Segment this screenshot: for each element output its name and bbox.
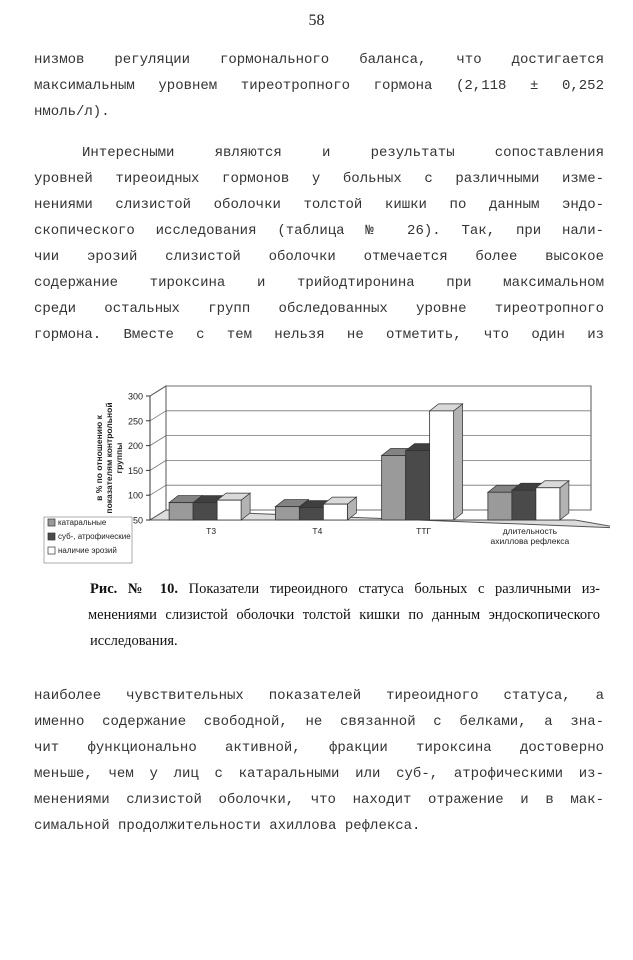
bar — [536, 488, 560, 520]
bar — [512, 490, 536, 520]
y-axis-label: группы — [114, 442, 124, 474]
legend-label: наличие эрозий — [58, 546, 117, 555]
text-line: нениями слизистой оболочки толстой кишки по данным эндо- — [34, 197, 604, 213]
caption-line-1 — [90, 576, 600, 602]
y-tick-label: 50 — [132, 515, 143, 526]
legend-swatch — [48, 547, 55, 554]
x-tick-label: длительность — [502, 526, 558, 536]
gridline-side — [150, 485, 166, 495]
figure-caption — [90, 576, 600, 654]
text-line: среди остальных групп обследованных уровне тиреотропного — [34, 301, 604, 317]
caption-label: Рис. № 10. — [90, 581, 179, 597]
caption-text: Показатели тиреоидного статуса больных с различными из- — [188, 581, 601, 597]
text-line: максимальным уровнем тиреотропного гормона (2,118 ± 0,252 — [34, 78, 604, 94]
bottom-paragraph — [34, 683, 604, 839]
bar — [299, 508, 323, 520]
chart-svg — [40, 382, 610, 572]
bar-side — [454, 404, 463, 520]
bar — [275, 507, 299, 520]
y-tick-label: 250 — [127, 416, 143, 427]
text-line: уровней тиреоидных гормонов у больных с различными изме- — [34, 171, 604, 187]
legend-label: катаральные — [58, 518, 107, 527]
caption-line-2: менениями слизистой оболочки толстой кишки по данным эндоскопического — [88, 607, 600, 623]
x-tick-label: ахиллова рефлекса — [490, 536, 570, 546]
text-line: именно содержание свободной, не связанной с белками, а зна- — [34, 714, 604, 730]
text-line: меньше, чем у лиц с катаральными или суб-, атрофическими из- — [34, 766, 604, 782]
text-line: наиболее чувствительных показателей тиреоидного статуса, а — [34, 688, 604, 704]
x-tick-label: ТТГ — [416, 526, 432, 536]
text-line: менениями слизистой оболочки, что находит отражение и в мак- — [34, 792, 604, 808]
text-line: симальной продолжительности ахиллова рефлекса. — [34, 818, 421, 834]
bar — [488, 492, 512, 520]
x-tick-label: Т4 — [312, 526, 323, 536]
thyroid-status-chart — [40, 382, 610, 572]
y-tick-label: 200 — [127, 441, 143, 452]
text-line: низмов регуляции гормонального баланса, что достигается — [34, 52, 604, 68]
bar — [430, 411, 454, 520]
y-axis-label: показателям контрольной — [104, 402, 114, 514]
caption-line-3: исследования. — [90, 633, 178, 649]
text-line: Интересными являются и результаты сопоставления — [82, 145, 604, 161]
legend-swatch — [48, 533, 55, 540]
legend-swatch — [48, 519, 55, 526]
text-line: гормона. Вместе с тем нельзя не отметить, что один из — [34, 327, 604, 343]
chart-side-wall — [150, 386, 166, 520]
y-tick-label: 150 — [127, 465, 143, 476]
y-tick-label: 300 — [127, 391, 143, 402]
y-tick-label: 100 — [127, 490, 143, 501]
gridline-side — [150, 411, 166, 421]
bar — [323, 504, 347, 520]
bar — [382, 456, 406, 520]
gridline-side — [150, 460, 166, 470]
text-line: содержание тироксина и трийодтиронина при максимальном — [34, 275, 604, 291]
bar — [217, 500, 241, 520]
bar — [406, 451, 430, 520]
page-number: 58 — [308, 12, 325, 29]
x-tick-label: Т3 — [206, 526, 217, 536]
legend-label: суб-, атрофические — [58, 532, 131, 541]
middle-paragraph — [34, 140, 604, 348]
bar — [193, 503, 217, 520]
text-line: скопического исследования (таблица № 26). Так, при нали- — [34, 223, 604, 239]
top-paragraph — [34, 47, 604, 125]
bar — [169, 503, 193, 520]
gridline-side — [150, 436, 166, 446]
text-line: чит функционально активной, фракции тироксина достоверно — [34, 740, 604, 756]
y-axis-label: в % по отношению к — [94, 415, 104, 501]
text-line: чии эрозий слизистой оболочки отмечается более высокое — [34, 249, 604, 265]
text-line: нмоль/л). — [34, 104, 110, 120]
